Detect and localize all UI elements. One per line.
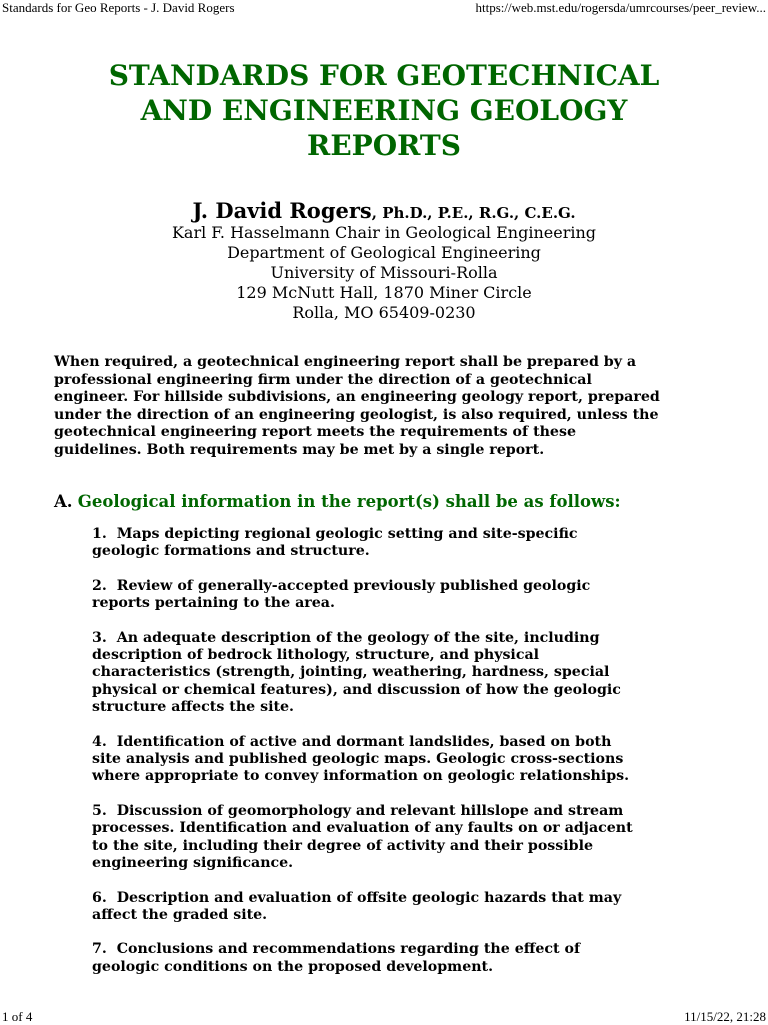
list-item [92,941,692,976]
list-item-line: geologic formations and structure. [92,543,370,560]
list-item-line: 2. Review of generally-accepted previously published geologic [92,577,591,594]
intro-line: When required, a geotechnical engineering report shall be prepared by a [54,354,637,370]
author-affiliation [0,223,768,323]
title-line: AND ENGINEERING GEOLOGY [140,94,628,127]
list-item [92,890,692,925]
section-a-heading [54,491,621,513]
list-item [92,734,692,786]
intro-line: engineer. For hillside subdivisions, an engineering geology report, prepared [54,389,660,405]
list-item [92,526,692,561]
list-item [92,578,692,613]
requirements-list [92,526,692,976]
list-item-line: 3. An adequate description of the geology of the site, including [92,629,600,646]
list-item-line: affect the graded site. [92,906,268,923]
list-item-line: engineering significance. [92,855,294,872]
intro-line: professional engineering firm under the direction of a geotechnical [54,371,592,388]
title-line: REPORTS [307,129,461,162]
page-title [0,58,768,163]
affiliation-line: Karl F. Hasselmann Chair in Geological Engineering [171,223,597,242]
list-item-line: geologic conditions on the proposed development. [92,958,494,975]
affiliation-line: Department of Geological Engineering [227,243,541,262]
list-item-line: to the site, including their degree of activity and their possible [92,837,593,854]
affiliation-line: 129 McNutt Hall, 1870 Miner Circle [236,283,532,302]
intro-line: under the direction of an engineering geologist, is also required, unless the [54,406,659,423]
author-credentials: , Ph.D., P.E., R.G., C.E.G. [371,204,576,222]
list-item-line: 6. Description and evaluation of offsite geologic hazards that may [92,889,622,906]
list-item-line: structure affects the site. [92,699,294,716]
list-item-line: physical or chemical features), and discussion of how the geologic [92,681,621,698]
list-item-line: 7. Conclusions and recommendations regarding the effect of [92,941,581,958]
intro-line: guidelines. Both requirements may be met by a single report. [54,441,545,458]
intro-paragraph [54,354,714,459]
list-item-line: description of bedrock lithology, structure, and physical [92,647,540,664]
list-item-line: reports pertaining to the area. [92,595,335,612]
print-header-title: Standards for Geo Reports - J. David Rogers [2,0,235,15]
list-item [92,803,692,873]
list-item-line: processes. Identification and evaluation of any faults on or adjacent [92,820,633,837]
section-letter: A. [54,492,73,511]
section-heading-text: Geological information in the report(s) shall be as follows: [77,492,621,511]
title-line: STANDARDS FOR GEOTECHNICAL [108,59,660,92]
list-item-line: where appropriate to convey information on geologic relationships. [92,768,630,785]
list-item-line: site analysis and published geologic maps. Geologic cross-sections [92,751,624,768]
list-item [92,630,692,717]
list-item-line: characteristics (strength, jointing, weathering, hardness, special [92,664,610,681]
list-item-line: 4. Identification of active and dormant landslides, based on both [92,733,612,750]
list-item-line: 1. Maps depicting regional geologic setting and site-specific [92,526,578,542]
author-name: J. David Rogers [192,198,372,223]
affiliation-line: University of Missouri-Rolla [270,263,498,282]
print-header-url: https://web.mst.edu/rogersda/umrcourses/peer_review... [475,0,766,15]
list-item-line: 5. Discussion of geomorphology and relevant hillslope and stream [92,802,624,819]
print-footer-datetime: 11/15/22, 21:28 [684,1009,766,1024]
affiliation-line: Rolla, MO 65409-0230 [292,303,476,322]
print-footer-page: 1 of 4 [2,1009,33,1024]
intro-line: geotechnical engineering report meets the requirements of these [54,424,576,440]
